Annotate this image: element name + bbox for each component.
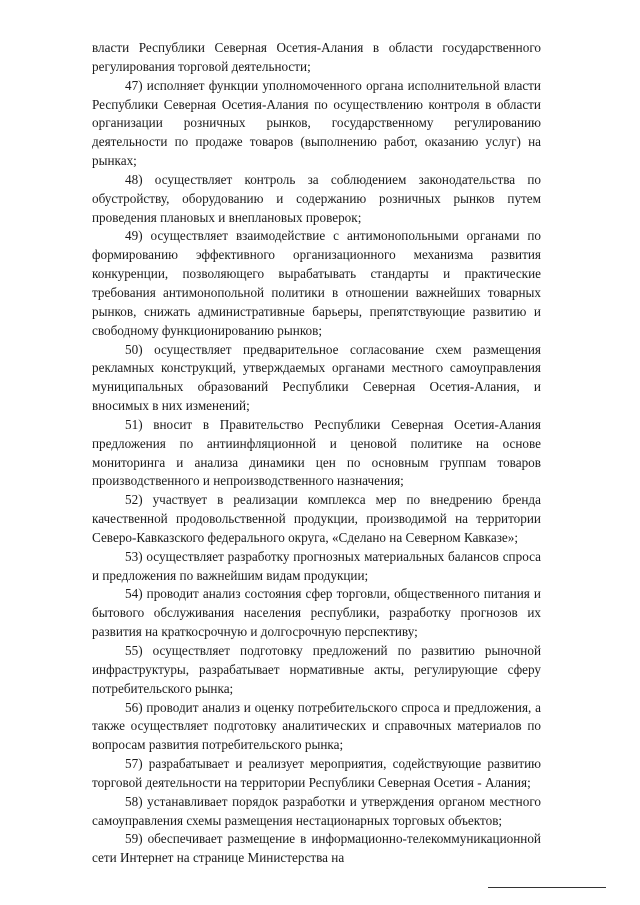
paragraph-item-47: 47) исполняет функции уполномоченного органа исполнительной власти Республики Северная Осетия-Алания по осуществлению контроля в области организации розничных рынков, государственному регулированию деятельности по продаже товаров (выполнению работ, оказанию услуг) на рынках; [92, 77, 541, 169]
footer-divider [488, 887, 606, 888]
paragraph-item-56: 56) проводит анализ и оценку потребительского спроса и предложения, а также осуществляет подготовку аналитических и справочных материалов по вопросам развития потребительского рынка; [92, 699, 541, 753]
paragraph-item-59: 59) обеспечивает размещение в информационно-телекоммуникационной сети Интернет на странице Министерства на [92, 831, 541, 866]
paragraph-item-50: 50) осуществляет предварительное согласование схем размещения рекламных конструкций, утверждаемых органами местного самоуправления муниципальных образований Республики Северная Осетия-Алания, и вносимых в них изменений; [92, 341, 541, 414]
paragraph-continuation: власти Республики Северная Осетия-Алания в области государственного регулирования торговой деятельности; [92, 40, 541, 74]
paragraph-item-48: 48) осуществляет контроль за соблюдением законодательства по обустройству, оборудованию и содержанию розничных рынков путем проведения плановых и внеплановых проверок; [92, 171, 541, 225]
paragraph-item-58: 58) устанавливает порядок разработки и утверждения органом местного самоуправления схемы размещения нестационарных торговых объектов; [92, 793, 541, 828]
document-body [92, 39, 541, 868]
paragraph-item-54: 54) проводит анализ состояния сфер торговли, общественного питания и бытового обслуживания населения республики, разработку прогнозов их развития на краткосрочную и долгосрочную перспективу; [92, 586, 541, 640]
paragraph-item-53: 53) осуществляет разработку прогнозных материальных балансов спроса и предложения по важнейшим видам продукции; [92, 548, 541, 583]
paragraph-item-52: 52) участвует в реализации комплекса мер по внедрению бренда качественной продовольственной продукции, производимой на территории Северо-Кавказского федерального округа, «Сделано на Северном Кавказе»; [92, 492, 541, 545]
paragraph-item-57: 57) разрабатывает и реализует мероприятия, содействующие развитию торговой деятельности на территории Республики Северная Осетия - Алания; [92, 756, 541, 790]
paragraph-item-49: 49) осуществляет взаимодействие с антимонопольными органами по формированию эффективного организационного механизма развития конкуренции, позволяющего вырабатывать стандарты и практические требования антимонопольной политики в отношении важнейших товарных рынков, снижать административные барьеры, препятствующие развитию и свободному функционированию рынков; [92, 228, 541, 338]
paragraph-item-51: 51) вносит в Правительство Республики Северная Осетия-Алания предложения по антиинфляционной и ценовой политике на основе мониторинга и анализа динамики цен по основным группам товаров производственного и непроизводственного назначения; [92, 416, 541, 489]
paragraph-item-55: 55) осуществляет подготовку предложений по развитию рыночной инфраструктуры, разрабатывает нормативные акты, регулирующие сферу потребительского рынка; [92, 643, 541, 696]
